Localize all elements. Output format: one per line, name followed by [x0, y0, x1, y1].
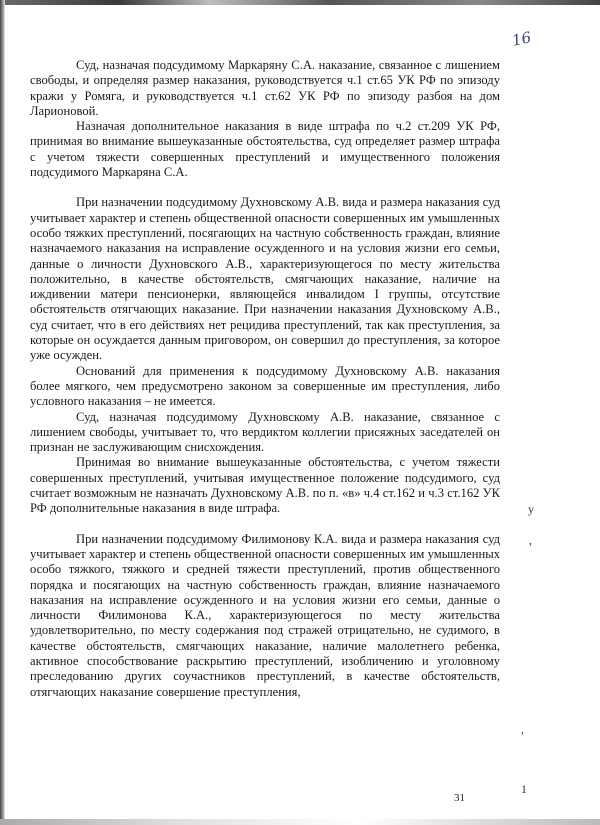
paragraph-dukhnovsky-sentencing: При назначении подсудимому Духновскому А.В. вида и размера наказания суд учитывает характер и степень общественной опасности совершенных им умышленных особо тяжких преступлений, посягающих на частную собственность граждан, влияние назначаемого наказания на исправление осужденного и на условия жизни его семьи, данные о личности Духновского А.В., характеризующегося по месту жительства положительно, в качестве обстоятельств, смягчающих наказание, наличие на иждивении матери пенсионерки, являющейся инвалидом I группы, отсутствие обстоятельств отягчающих наказание. При назначении наказания Духновскому А.В., суд считает, что в его действиях нет рецидива преступлений, так как преступления, за которые он осуждается данным приговором, он совершил до преступления, за которое уже осужден.	[30, 195, 500, 363]
margin-mark: ,	[529, 533, 532, 547]
page-number: 31	[454, 792, 465, 804]
document-body	[30, 58, 500, 700]
margin-mark: ,	[521, 722, 524, 736]
paragraph-markaryan-fine: Назначая дополнительное наказания в виде штрафа по ч.2 ст.209 УК РФ, принимая во внимание вышеуказанные обстоятельства, суд определяет размер штрафа с учетом тяжести совершенных преступлений и имущественного положения подсудимого Маркаряна С.А.	[30, 119, 500, 180]
paragraph-dukhnovsky-no-mitigation: Оснований для применения к подсудимому Духновскому А.В. наказания более мягкого, чем предусмотрено законом за совершенные им преступления, либо условного наказания – не имеется.	[30, 363, 500, 409]
paragraph-markaryan-sentence: Суд, назначая подсудимому Маркаряну С.А. наказание, связанное с лишением свободы, и определяя размер наказания, руководствуется ч.1 ст.65 УК РФ по эпизоду кражи у Ромяга, и руководствуется ч.1 ст.62 УК РФ по эпизоду разбоя на дом Ларионовой.	[30, 58, 500, 118]
handwritten-sheet-number: 16	[510, 28, 533, 50]
scan-edge-top	[0, 0, 600, 5]
paragraph-dukhnovsky-imprisonment: Суд, назначая подсудимому Духновскому А.В. наказание, связанное с лишением свободы, учитывает то, что вердиктом коллегии присяжных заседателей он признан не заслуживающим снисхождения.	[30, 409, 500, 455]
scan-edge-bottom	[0, 819, 600, 825]
margin-mark: 1	[521, 782, 527, 796]
paragraph-filimonov-sentencing: При назначении подсудимому Филимонову К.А. вида и размера наказания суд учитывает характер и степень общественной опасности совершенных им умышленных особо тяжкого, тяжкого и средней тяжести преступлений, против общественного порядка и посягающих на частную собственность граждан, влияние назначаемого наказания на исправление осужденного и на условия жизни его семьи, данные о личности Филимонова К.А., характеризующегося по месту жительства удовлетворительно, по месту содержания под стражей отрицательно, не судимого, в качестве обстоятельств, смягчающих наказание, наличие малолетнего ребенка, активное способствование раскрытию преступлений, изобличению и уголовному преследованию других соучастников преступлений, в качестве обстоятельств, отягчающих наказание совершение преступления,	[30, 531, 500, 699]
scan-edge-left	[0, 0, 5, 825]
paragraph-dukhnovsky-fine: Принимая во внимание вышеуказанные обстоятельства, с учетом тяжести совершенных преступлений, учитывая имущественное положение подсудимого, суд считает возможным не назначать Духновскому А.В. по п. «в» ч.4 ст.162 и ч.3 ст.162 УК РФ дополнительные наказания в виде штрафа.	[30, 455, 500, 516]
margin-mark: у	[528, 502, 534, 516]
